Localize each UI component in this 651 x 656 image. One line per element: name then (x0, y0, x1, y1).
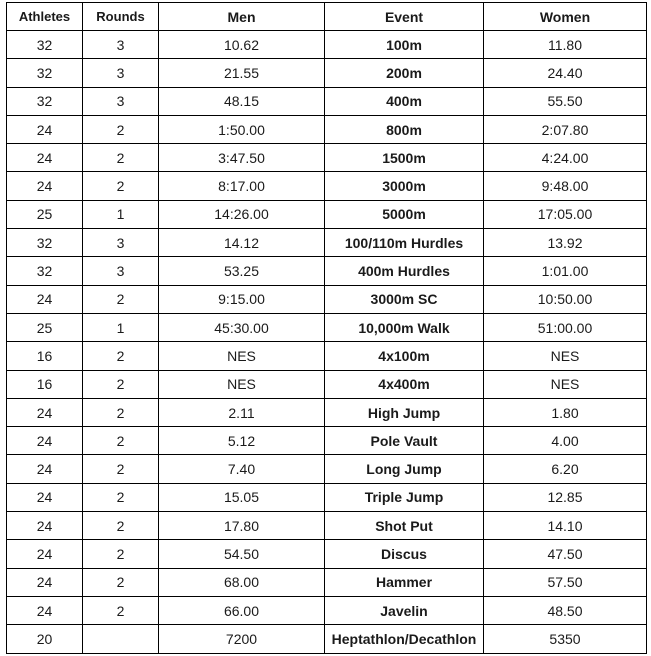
table-row (7, 596, 647, 624)
men-value-cell: 15.05 (159, 483, 325, 511)
table-row (7, 313, 647, 341)
event-name-cell: Triple Jump (325, 483, 484, 511)
men-value-cell: NES (159, 342, 325, 370)
men-value-cell: 17.80 (159, 512, 325, 540)
event-name-cell: 400m Hurdles (325, 257, 484, 285)
event-name-cell: 100/110m Hurdles (325, 229, 484, 257)
athletes-cell: 32 (7, 87, 83, 115)
events-table (6, 2, 647, 654)
men-value-cell: 14:26.00 (159, 200, 325, 228)
table-row (7, 540, 647, 568)
women-value-cell: NES (484, 370, 647, 398)
event-name-cell: 10,000m Walk (325, 313, 484, 341)
men-value-cell: 7200 (159, 625, 325, 653)
men-value-cell: 21.55 (159, 59, 325, 87)
men-value-cell: 9:15.00 (159, 285, 325, 313)
event-name-cell: 4x400m (325, 370, 484, 398)
table-row (7, 568, 647, 596)
women-value-cell: 47.50 (484, 540, 647, 568)
men-value-cell: 10.62 (159, 31, 325, 59)
athletes-cell: 24 (7, 568, 83, 596)
women-value-cell: 4.00 (484, 427, 647, 455)
table-row (7, 370, 647, 398)
table-row (7, 144, 647, 172)
rounds-cell: 3 (83, 229, 159, 257)
men-value-cell: 45:30.00 (159, 313, 325, 341)
rounds-cell: 3 (83, 31, 159, 59)
rounds-header: Rounds (83, 3, 159, 31)
athletes-cell: 25 (7, 313, 83, 341)
rounds-cell: 2 (83, 512, 159, 540)
women-value-cell: 24.40 (484, 59, 647, 87)
athletes-cell: 24 (7, 427, 83, 455)
table-row (7, 87, 647, 115)
event-name-cell: High Jump (325, 398, 484, 426)
rounds-cell: 2 (83, 144, 159, 172)
men-value-cell: 5.12 (159, 427, 325, 455)
table-row (7, 59, 647, 87)
event-name-cell: Javelin (325, 596, 484, 624)
men-value-cell: 48.15 (159, 87, 325, 115)
table-row (7, 455, 647, 483)
rounds-cell: 2 (83, 285, 159, 313)
athletes-cell: 24 (7, 144, 83, 172)
event-name-cell: 800m (325, 115, 484, 143)
athletes-cell: 24 (7, 596, 83, 624)
men-value-cell: 66.00 (159, 596, 325, 624)
athletes-cell: 24 (7, 285, 83, 313)
table-row (7, 229, 647, 257)
rounds-cell (83, 625, 159, 653)
rounds-cell: 2 (83, 342, 159, 370)
women-value-cell: 10:50.00 (484, 285, 647, 313)
table-row (7, 427, 647, 455)
event-name-cell: Discus (325, 540, 484, 568)
men-value-cell: 8:17.00 (159, 172, 325, 200)
table-row (7, 625, 647, 653)
men-value-cell: 7.40 (159, 455, 325, 483)
men-value-cell: 3:47.50 (159, 144, 325, 172)
table-row (7, 31, 647, 59)
table-row (7, 342, 647, 370)
athletes-cell: 32 (7, 257, 83, 285)
event-name-cell: 1500m (325, 144, 484, 172)
rounds-cell: 2 (83, 172, 159, 200)
women-value-cell: 9:48.00 (484, 172, 647, 200)
table-header (7, 3, 647, 31)
table-row (7, 200, 647, 228)
women-value-cell: 1:01.00 (484, 257, 647, 285)
women-value-cell: 5350 (484, 625, 647, 653)
women-value-cell: NES (484, 342, 647, 370)
table-row (7, 285, 647, 313)
men-value-cell: 1:50.00 (159, 115, 325, 143)
event-name-cell: 100m (325, 31, 484, 59)
table-row (7, 512, 647, 540)
table-row (7, 257, 647, 285)
women-value-cell: 48.50 (484, 596, 647, 624)
men-value-cell: 2.11 (159, 398, 325, 426)
rounds-cell: 1 (83, 200, 159, 228)
men-value-cell: 68.00 (159, 568, 325, 596)
rounds-cell: 2 (83, 483, 159, 511)
rounds-cell: 2 (83, 398, 159, 426)
rounds-cell: 3 (83, 59, 159, 87)
athletes-cell: 32 (7, 229, 83, 257)
rounds-cell: 2 (83, 427, 159, 455)
rounds-cell: 2 (83, 596, 159, 624)
table-row (7, 115, 647, 143)
women-value-cell: 14.10 (484, 512, 647, 540)
event-name-cell: 4x100m (325, 342, 484, 370)
table-row (7, 172, 647, 200)
event-name-cell: 200m (325, 59, 484, 87)
table-row (7, 483, 647, 511)
athletes-cell: 24 (7, 172, 83, 200)
event-name-cell: Long Jump (325, 455, 484, 483)
event-name-cell: Hammer (325, 568, 484, 596)
event-name-cell: Shot Put (325, 512, 484, 540)
women-value-cell: 51:00.00 (484, 313, 647, 341)
athletes-cell: 24 (7, 398, 83, 426)
rounds-cell: 2 (83, 540, 159, 568)
athletes-cell: 24 (7, 455, 83, 483)
women-header: Women (484, 3, 647, 31)
athletes-cell: 24 (7, 483, 83, 511)
athletes-cell: 20 (7, 625, 83, 653)
event-name-cell: 400m (325, 87, 484, 115)
women-value-cell: 2:07.80 (484, 115, 647, 143)
rounds-cell: 3 (83, 87, 159, 115)
table-row (7, 398, 647, 426)
women-value-cell: 57.50 (484, 568, 647, 596)
men-value-cell: NES (159, 370, 325, 398)
athletes-cell: 16 (7, 342, 83, 370)
athletes-cell: 25 (7, 200, 83, 228)
rounds-cell: 2 (83, 115, 159, 143)
men-header: Men (159, 3, 325, 31)
table-body (7, 31, 647, 654)
event-name-cell: Heptathlon/Decathlon (325, 625, 484, 653)
rounds-cell: 2 (83, 568, 159, 596)
header-row (7, 3, 647, 31)
event-header: Event (325, 3, 484, 31)
rounds-cell: 2 (83, 455, 159, 483)
event-name-cell: 3000m SC (325, 285, 484, 313)
rounds-cell: 2 (83, 370, 159, 398)
athletes-cell: 32 (7, 31, 83, 59)
women-value-cell: 1.80 (484, 398, 647, 426)
men-value-cell: 14.12 (159, 229, 325, 257)
event-name-cell: Pole Vault (325, 427, 484, 455)
athletes-cell: 24 (7, 540, 83, 568)
event-name-cell: 3000m (325, 172, 484, 200)
women-value-cell: 11.80 (484, 31, 647, 59)
event-name-cell: 5000m (325, 200, 484, 228)
rounds-cell: 3 (83, 257, 159, 285)
women-value-cell: 17:05.00 (484, 200, 647, 228)
women-value-cell: 4:24.00 (484, 144, 647, 172)
athletes-cell: 24 (7, 512, 83, 540)
men-value-cell: 54.50 (159, 540, 325, 568)
women-value-cell: 12.85 (484, 483, 647, 511)
rounds-cell: 1 (83, 313, 159, 341)
athletes-cell: 32 (7, 59, 83, 87)
women-value-cell: 55.50 (484, 87, 647, 115)
athletes-cell: 24 (7, 115, 83, 143)
athletes-cell: 16 (7, 370, 83, 398)
men-value-cell: 53.25 (159, 257, 325, 285)
athletes-header: Athletes (7, 3, 83, 31)
women-value-cell: 13.92 (484, 229, 647, 257)
women-value-cell: 6.20 (484, 455, 647, 483)
